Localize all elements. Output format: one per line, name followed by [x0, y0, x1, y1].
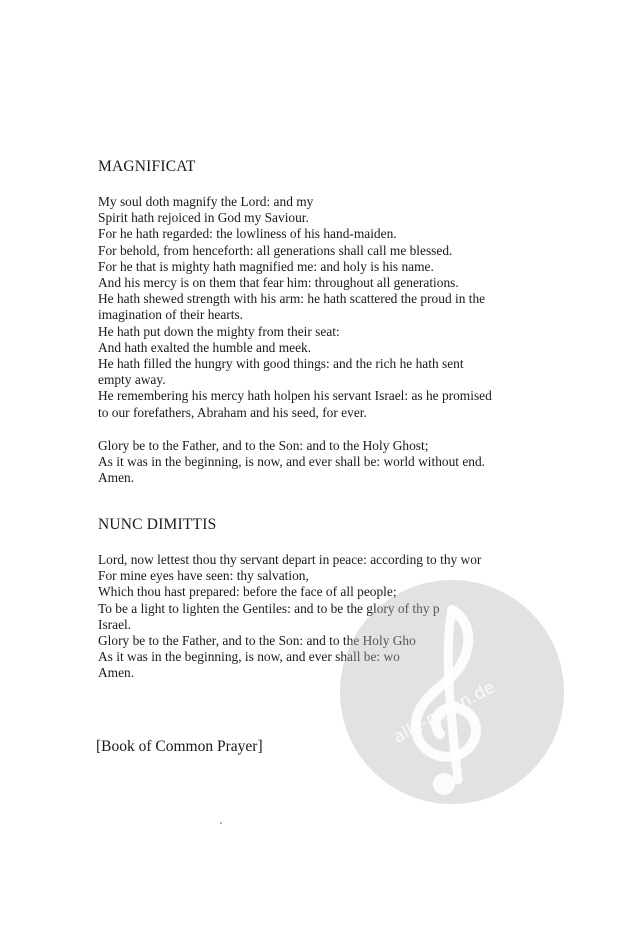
text-line: He remembering his mercy hath holpen his servant Israel: as he promised — [98, 388, 492, 404]
text-line: Israel. — [98, 616, 132, 632]
text-line: Amen. — [98, 470, 135, 486]
magnificat-section — [98, 158, 618, 486]
magnificat-gloria — [98, 438, 618, 487]
text-line: Spirit hath rejoiced in God my Saviour. — [98, 210, 309, 226]
text-line: To be a light to lighten the Gentiles: and to be the glory of thy p — [98, 600, 440, 616]
text-line: imagination of their hearts. — [98, 307, 244, 323]
text-line: For behold, from henceforth: all generations shall call me blessed. — [98, 242, 453, 258]
text-line: And hath exalted the humble and meek. — [98, 339, 312, 355]
source-citation: [Book of Common Prayer] — [96, 738, 263, 755]
text-line: For he hath regarded: the lowliness of his hand-maiden. — [98, 226, 397, 242]
text-line: He hath put down the mighty from their seat: — [98, 323, 340, 339]
text-line: Which thou hast prepared: before the face of all people; — [98, 584, 397, 600]
text-line: And his mercy is on them that fear him: throughout all generations. — [98, 275, 459, 291]
text-line: Amen. — [98, 665, 135, 681]
text-line: Lord, now lettest thou thy servant depart in peace: according to thy wor — [98, 552, 482, 567]
watermark — [340, 580, 564, 804]
watermark-text: alle-noten.de — [390, 677, 499, 748]
speck — [220, 822, 222, 824]
text-line: He hath shewed strength with his arm: he hath scattered the proud in the — [98, 291, 486, 307]
nunc-dimittis-title: NUNC DIMITTIS — [98, 516, 217, 533]
text-line: For mine eyes have seen: thy salvation, — [98, 568, 309, 584]
text-line: He hath filled the hungry with good things: and the rich he hath sent — [98, 356, 464, 372]
text-line: My soul doth magnify the Lord: and my — [98, 194, 314, 209]
magnificat-title: MAGNIFICAT — [98, 158, 196, 175]
magnificat-text — [98, 194, 618, 421]
text-line: to our forefathers, Abraham and his seed, for ever. — [98, 404, 367, 420]
text-line: Glory be to the Father, and to the Son: and to the Holy Ghost; — [98, 437, 429, 453]
text-line: For he that is mighty hath magnified me: and holy is his name. — [98, 258, 434, 274]
text-line: Glory be to the Father, and to the Son: and to the Holy Gho — [98, 633, 416, 649]
text-line: empty away. — [98, 372, 166, 388]
text-line: As it was in the beginning, is now, and ever shall be: world without end. — [98, 454, 486, 470]
text-line: As it was in the beginning, is now, and ever shall be: wo — [98, 649, 400, 665]
treble-clef-icon — [340, 580, 564, 804]
